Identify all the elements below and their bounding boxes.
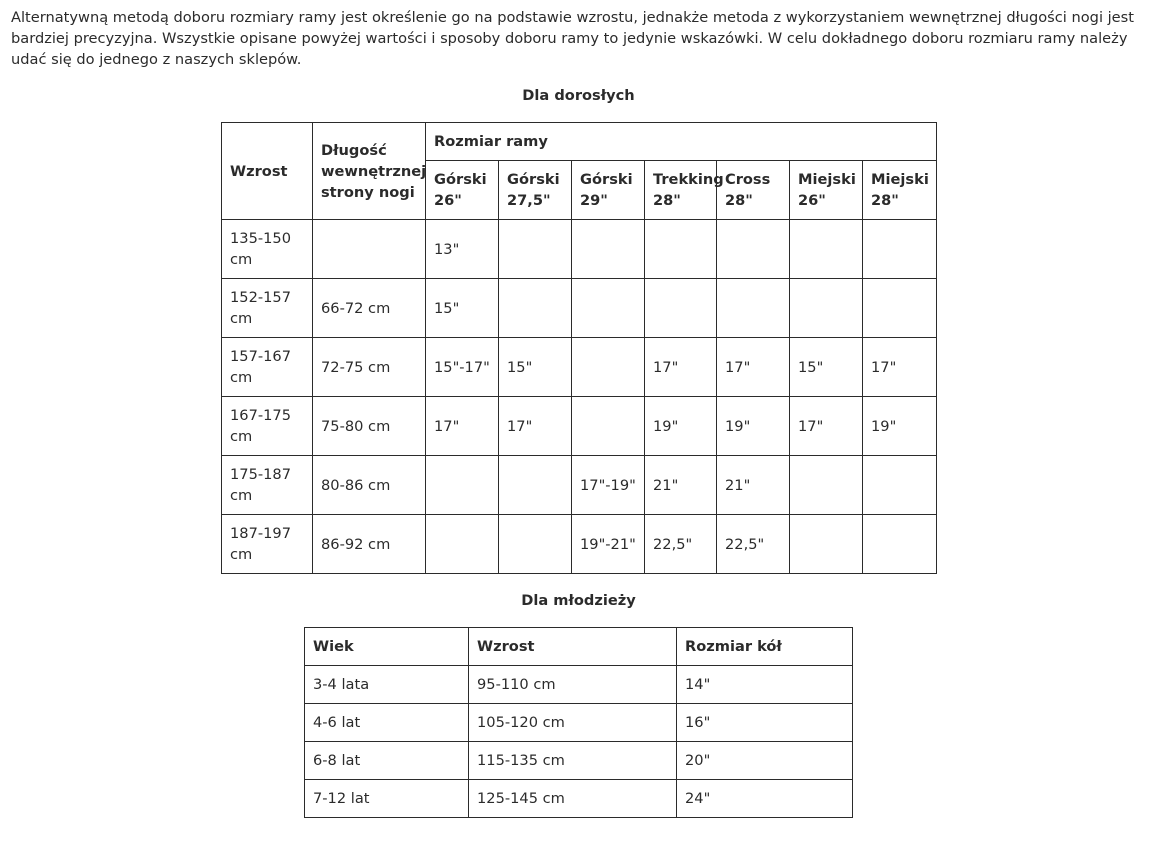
table-cell bbox=[863, 220, 937, 279]
frame-type-header: Miejski 28" bbox=[863, 161, 937, 220]
table-cell: 17" bbox=[863, 338, 937, 397]
table-cell: 21" bbox=[645, 456, 717, 515]
header-inseam: Długość wewnętrznej strony nogi bbox=[313, 123, 426, 220]
table-cell: 17" bbox=[717, 338, 790, 397]
frame-type-header: Trekking 28" bbox=[645, 161, 717, 220]
table-cell bbox=[717, 279, 790, 338]
frame-type-header: Górski 27,5" bbox=[499, 161, 572, 220]
table-row bbox=[222, 515, 937, 574]
table-cell: 86-92 cm bbox=[313, 515, 426, 574]
frame-type-header: Miejski 26" bbox=[790, 161, 863, 220]
table-cell: 15" bbox=[426, 279, 499, 338]
table-cell bbox=[863, 279, 937, 338]
table-row bbox=[222, 279, 937, 338]
table-cell: 187-197 cm bbox=[222, 515, 313, 574]
header-height: Wzrost bbox=[222, 123, 313, 220]
frame-type-header: Górski 29" bbox=[572, 161, 645, 220]
frame-type-header: Cross 28" bbox=[717, 161, 790, 220]
table-cell: 105-120 cm bbox=[469, 704, 677, 742]
table-cell bbox=[426, 515, 499, 574]
table-cell: 24" bbox=[677, 780, 853, 818]
table-row bbox=[222, 456, 937, 515]
adult-frame-size-table bbox=[221, 122, 937, 574]
table-cell: 80-86 cm bbox=[313, 456, 426, 515]
table-cell: 6-8 lat bbox=[305, 742, 469, 780]
table-cell bbox=[499, 456, 572, 515]
table-row bbox=[305, 704, 853, 742]
table-cell: 4-6 lat bbox=[305, 704, 469, 742]
youth-table-title: Dla młodzieży bbox=[521, 592, 636, 609]
table-cell: 175-187 cm bbox=[222, 456, 313, 515]
youth-header: Wzrost bbox=[469, 628, 677, 666]
table-cell bbox=[790, 279, 863, 338]
table-cell bbox=[645, 279, 717, 338]
table-cell: 75-80 cm bbox=[313, 397, 426, 456]
table-cell: 115-135 cm bbox=[469, 742, 677, 780]
table-cell: 19" bbox=[863, 397, 937, 456]
frame-type-header: Górski 26" bbox=[426, 161, 499, 220]
table-row bbox=[305, 780, 853, 818]
table-cell bbox=[426, 456, 499, 515]
table-cell bbox=[572, 397, 645, 456]
table-cell bbox=[499, 279, 572, 338]
table-cell: 17" bbox=[426, 397, 499, 456]
table-cell: 7-12 lat bbox=[305, 780, 469, 818]
table-cell: 16" bbox=[677, 704, 853, 742]
table-cell bbox=[499, 220, 572, 279]
table-cell bbox=[499, 515, 572, 574]
table-row bbox=[222, 397, 937, 456]
table-cell bbox=[645, 220, 717, 279]
table-row bbox=[305, 666, 853, 704]
table-cell bbox=[717, 220, 790, 279]
table-row bbox=[222, 220, 937, 279]
table-cell: 17" bbox=[499, 397, 572, 456]
table-cell bbox=[790, 456, 863, 515]
youth-header: Rozmiar kół bbox=[677, 628, 853, 666]
table-cell bbox=[572, 338, 645, 397]
table-cell: 21" bbox=[717, 456, 790, 515]
youth-header: Wiek bbox=[305, 628, 469, 666]
table-cell: 3-4 lata bbox=[305, 666, 469, 704]
table-cell bbox=[572, 279, 645, 338]
table-cell bbox=[790, 515, 863, 574]
table-cell bbox=[790, 220, 863, 279]
table-cell: 72-75 cm bbox=[313, 338, 426, 397]
table-cell bbox=[572, 220, 645, 279]
table-cell: 17" bbox=[790, 397, 863, 456]
table-cell: 125-145 cm bbox=[469, 780, 677, 818]
table-cell: 167-175 cm bbox=[222, 397, 313, 456]
table-row bbox=[305, 742, 853, 780]
table-cell: 19" bbox=[717, 397, 790, 456]
youth-wheel-size-table bbox=[304, 627, 853, 818]
table-cell: 19"-21" bbox=[572, 515, 645, 574]
table-cell bbox=[313, 220, 426, 279]
table-cell: 20" bbox=[677, 742, 853, 780]
adults-table-title: Dla dorosłych bbox=[522, 87, 635, 104]
table-cell: 157-167 cm bbox=[222, 338, 313, 397]
intro-paragraph: Alternatywną metodą doboru rozmiary ramy jest określenie go na podstawie wzrostu, jednakże metoda z wykorzystaniem wewnętrznej długości nogi jest bardziej precyzyjna. Wszystkie opisane powyżej wartości i sposoby doboru ramy to jedynie wskazówki. W celu dokładnego doboru rozmiaru ramy należy udać się do jednego z naszych sklepów. bbox=[11, 9, 1134, 68]
table-row bbox=[222, 338, 937, 397]
header-frame-size: Rozmiar ramy bbox=[426, 123, 937, 161]
table-cell: 19" bbox=[645, 397, 717, 456]
table-cell: 13" bbox=[426, 220, 499, 279]
table-cell: 66-72 cm bbox=[313, 279, 426, 338]
table-cell: 135-150 cm bbox=[222, 220, 313, 279]
table-cell: 17" bbox=[645, 338, 717, 397]
table-cell: 95-110 cm bbox=[469, 666, 677, 704]
table-cell: 22,5" bbox=[717, 515, 790, 574]
table-cell: 14" bbox=[677, 666, 853, 704]
table-cell: 17"-19" bbox=[572, 456, 645, 515]
table-cell bbox=[863, 515, 937, 574]
table-cell: 15"-17" bbox=[426, 338, 499, 397]
table-cell: 152-157 cm bbox=[222, 279, 313, 338]
table-cell bbox=[863, 456, 937, 515]
table-cell: 22,5" bbox=[645, 515, 717, 574]
table-cell: 15" bbox=[790, 338, 863, 397]
table-cell: 15" bbox=[499, 338, 572, 397]
